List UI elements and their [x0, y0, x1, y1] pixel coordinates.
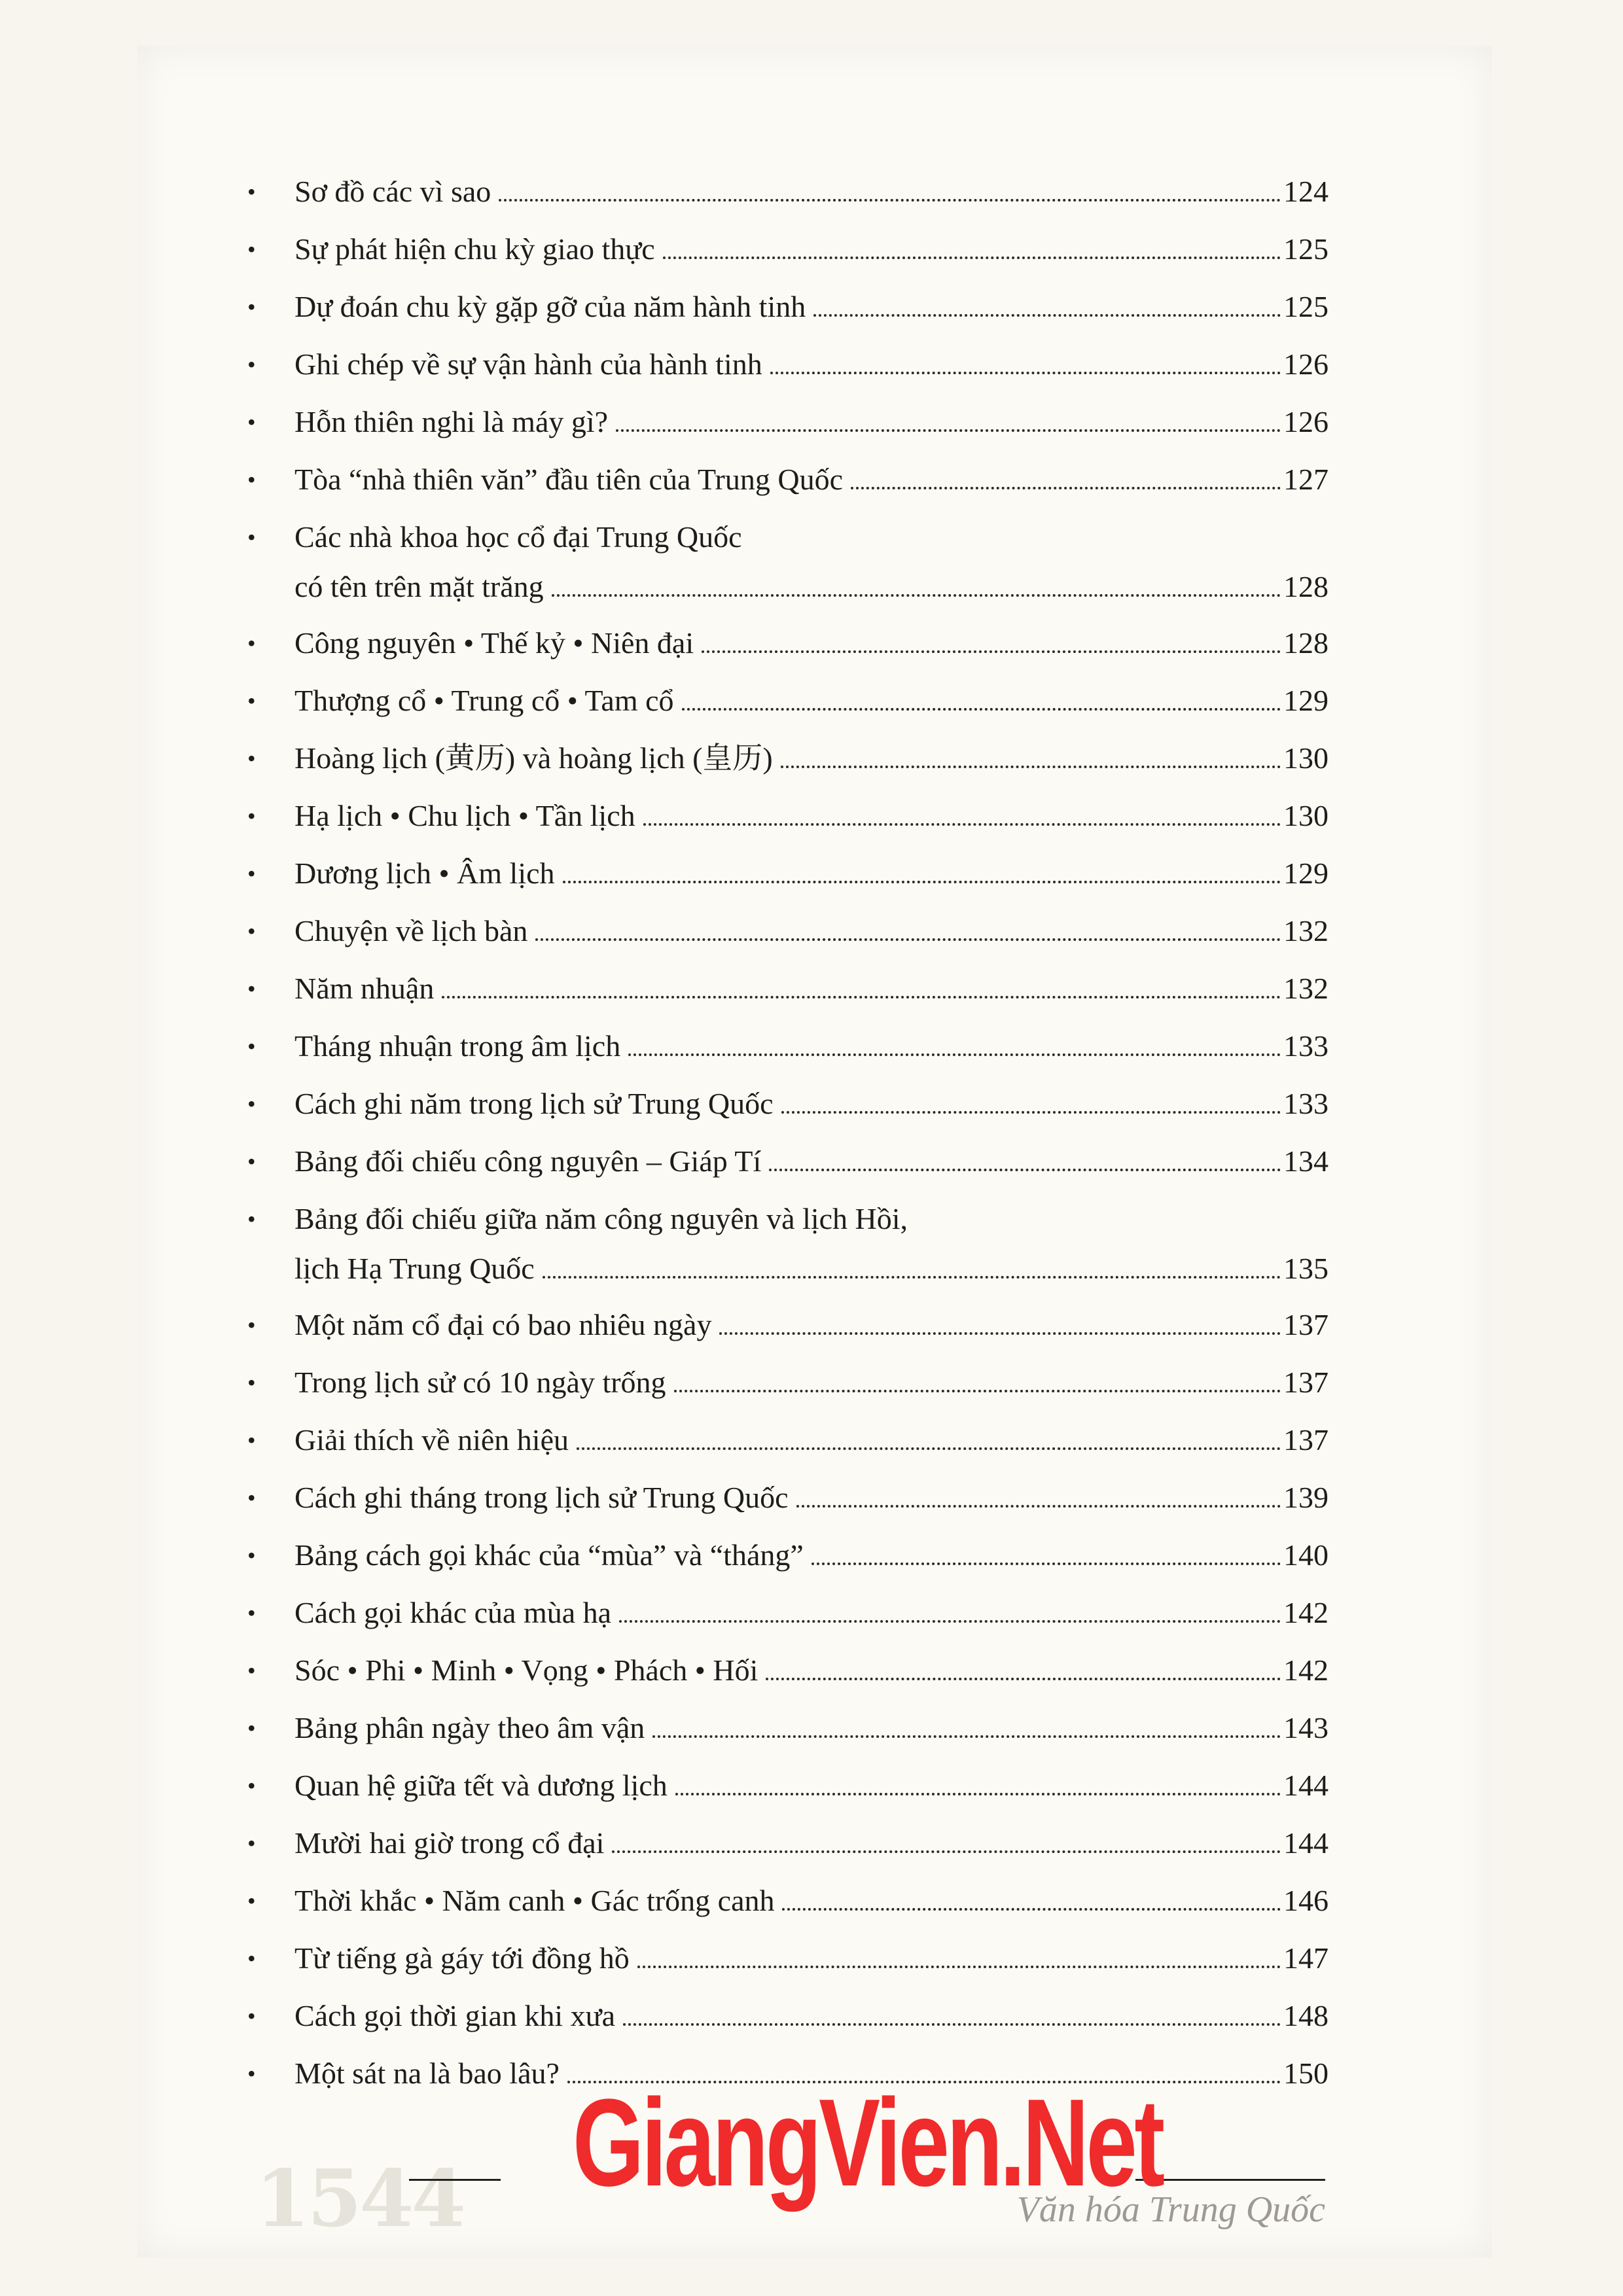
bullet-icon: •: [247, 1148, 256, 1174]
footer-rule-right: [1135, 2179, 1325, 2181]
toc-entry-title: Ghi chép về sự vận hành của hành tinh: [294, 347, 762, 381]
toc-entry-title: Hỗn thiên nghi là máy gì?: [294, 405, 609, 438]
toc-entry: [247, 463, 1329, 522]
toc-entry-title: Dự đoán chu kỳ gặp gỡ của năm hành tinh: [294, 290, 806, 323]
dot-leader: [682, 708, 1281, 711]
page-number: 1544: [255, 2153, 463, 2245]
bullet-icon: •: [247, 976, 256, 1002]
toc-entry: [247, 1202, 1329, 1310]
toc-entry-title: Cách gọi khác của mùa hạ: [294, 1596, 612, 1629]
toc-entry: [247, 520, 1329, 628]
toc-entry-page: 135: [1283, 1252, 1329, 1285]
toc-entry-page: 139: [1283, 1481, 1329, 1514]
toc-entry: [247, 1029, 1329, 1089]
toc-entry-title: Bảng cách gọi khác của “mùa” và “tháng”: [294, 1538, 804, 1572]
dot-leader: [535, 938, 1281, 941]
toc-entry-title: Năm nhuận: [294, 972, 435, 1005]
toc-entry-page: 125: [1283, 290, 1329, 323]
toc-entry-page: 130: [1283, 799, 1329, 832]
dot-leader: [781, 766, 1281, 768]
toc-entry: [247, 1826, 1329, 1886]
bullet-icon: •: [247, 688, 256, 714]
toc-entry-line: [294, 1886, 1329, 1916]
bullet-icon: •: [247, 860, 256, 887]
dot-leader: [782, 1908, 1281, 1911]
toc-entry: [247, 799, 1329, 858]
dot-leader: [781, 1111, 1281, 1114]
toc-entry-title: Trong lịch sử có 10 ngày trống: [294, 1366, 666, 1399]
toc-entry-line: [294, 572, 1329, 603]
toc-entry-line: [294, 1425, 1329, 1456]
toc-entry: [247, 1087, 1329, 1146]
toc-entry-line: [294, 1655, 1329, 1686]
toc-entry-page: 142: [1283, 1653, 1329, 1687]
toc-entry-page: 137: [1283, 1423, 1329, 1457]
toc-entry-title: Chuyện về lịch bàn: [294, 914, 528, 947]
bullet-icon: •: [247, 524, 256, 550]
dot-leader: [770, 372, 1281, 374]
toc-entry-page: 129: [1283, 684, 1329, 717]
toc-entry: [247, 1596, 1329, 1655]
toc-entry-title: Thời khắc • Năm canh • Gác trống canh: [294, 1884, 775, 1917]
toc-entry: [247, 232, 1329, 292]
toc-entry-page: 146: [1283, 1884, 1329, 1917]
footer-book-title: Văn hóa Trung Quốc: [1016, 2189, 1325, 2230]
toc-entry-title: Giải thích về niên hiệu: [294, 1423, 569, 1457]
toc-entry: [247, 684, 1329, 743]
toc-entry-page: 126: [1283, 405, 1329, 438]
bullet-icon: •: [247, 2003, 256, 2029]
toc-entry-line: [294, 686, 1329, 716]
toc-entry-line: [294, 292, 1329, 323]
toc-entry-line: [294, 2001, 1329, 2032]
toc-entry-page: 142: [1283, 1596, 1329, 1629]
toc-entry: [247, 972, 1329, 1031]
bullet-icon: •: [247, 409, 256, 435]
bullet-icon: •: [247, 1888, 256, 1914]
bullet-icon: •: [247, 745, 256, 771]
toc-entry-page: 144: [1283, 1826, 1329, 1860]
bullet-icon: •: [247, 1542, 256, 1568]
dot-leader: [628, 1053, 1281, 1056]
toc-entry-page: 130: [1283, 741, 1329, 775]
toc-entry-line: [294, 349, 1329, 380]
toc-entry-title: Hạ lịch • Chu lịch • Tần lịch: [294, 799, 635, 832]
toc-entry-page: 143: [1283, 1711, 1329, 1744]
dot-leader: [702, 650, 1281, 653]
toc-entry-line: [294, 234, 1329, 265]
bullet-icon: •: [247, 1657, 256, 1684]
toc-entry-line: [294, 1943, 1329, 1974]
toc-entry-title: có tên trên mặt trăng: [294, 570, 544, 603]
dot-leader: [851, 487, 1281, 489]
toc-entry-line: [294, 916, 1329, 947]
toc-entry-page: 137: [1283, 1308, 1329, 1341]
dot-leader: [619, 1620, 1281, 1623]
toc-entry: [247, 914, 1329, 974]
toc-entry-page: 137: [1283, 1366, 1329, 1399]
toc-entry: [247, 1941, 1329, 2001]
toc-entry-page: 128: [1283, 570, 1329, 603]
toc-entry: [247, 1769, 1329, 1828]
toc-entry-page: 125: [1283, 232, 1329, 266]
toc-entry: [247, 1481, 1329, 1540]
toc-entry-page: 140: [1283, 1538, 1329, 1572]
dot-leader: [623, 2023, 1281, 2026]
toc-entry: [247, 1366, 1329, 1425]
bullet-icon: •: [247, 1206, 256, 1232]
toc-entry: [247, 626, 1329, 686]
dot-leader: [643, 823, 1281, 826]
toc-entry-page: 148: [1283, 1999, 1329, 2032]
toc-entry-line: [294, 1483, 1329, 1513]
bullet-icon: •: [247, 294, 256, 320]
dot-leader: [442, 996, 1281, 998]
toc-entry-line: [294, 465, 1329, 495]
toc-entry-page: 129: [1283, 857, 1329, 890]
dot-leader: [612, 1850, 1281, 1853]
bullet-icon: •: [247, 1773, 256, 1799]
toc-entry-title: Bảng phân ngày theo âm vận: [294, 1711, 645, 1744]
dot-leader: [796, 1505, 1281, 1508]
dot-leader: [675, 1793, 1281, 1795]
toc-entry-line: [294, 1031, 1329, 1062]
dot-leader: [813, 314, 1281, 317]
table-of-contents: [247, 175, 1329, 2116]
toc-entry-line: [294, 1146, 1329, 1177]
dot-leader: [499, 199, 1281, 202]
toc-entry-page: 147: [1283, 1941, 1329, 1975]
toc-entry-title: Bảng đối chiếu công nguyên – Giáp Tí: [294, 1144, 762, 1178]
toc-entry-title: Cách ghi tháng trong lịch sử Trung Quốc: [294, 1481, 789, 1514]
dot-leader: [812, 1563, 1281, 1565]
toc-entry-line: [294, 1089, 1329, 1120]
dot-leader: [552, 594, 1281, 597]
bullet-icon: •: [247, 1715, 256, 1741]
bullet-icon: •: [247, 179, 256, 205]
bullet-icon: •: [247, 1427, 256, 1453]
dot-leader: [577, 1447, 1281, 1450]
bullet-icon: •: [247, 1091, 256, 1117]
toc-entry-title: Tòa “nhà thiên văn” đầu tiên của Trung Quốc: [294, 463, 843, 496]
toc-entry-line: [294, 1598, 1329, 1629]
toc-entry-title: Các nhà khoa học cổ đại Trung Quốc: [294, 520, 742, 554]
bullet-icon: •: [247, 1830, 256, 1856]
toc-entry-title: Một sát na là bao lâu?: [294, 2057, 560, 2090]
toc-entry: [247, 1538, 1329, 1598]
toc-entry-title: Sơ đồ các vì sao: [294, 175, 491, 208]
toc-entry-line: [294, 1713, 1329, 1744]
toc-entry: [247, 1711, 1329, 1771]
toc-entry: [247, 1144, 1329, 1204]
toc-entry-page: 128: [1283, 626, 1329, 660]
toc-entry: [247, 1999, 1329, 2058]
toc-entry-page: 133: [1283, 1087, 1329, 1120]
toc-entry-title: Mười hai giờ trong cổ đại: [294, 1826, 605, 1860]
toc-entry-line: [294, 1540, 1329, 1571]
toc-entry-title: Cách gọi thời gian khi xưa: [294, 1999, 616, 2032]
bullet-icon: •: [247, 803, 256, 829]
bullet-icon: •: [247, 1369, 256, 1396]
bullet-icon: •: [247, 467, 256, 493]
watermark-logo: GiangVien.Net: [573, 2074, 1162, 2212]
toc-entry-line: [294, 1368, 1329, 1398]
dot-leader: [652, 1735, 1281, 1738]
toc-entry: [247, 405, 1329, 465]
bullet-icon: •: [247, 918, 256, 944]
toc-entry-title: Cách ghi năm trong lịch sử Trung Quốc: [294, 1087, 774, 1120]
dot-leader: [637, 1966, 1281, 1968]
toc-entry-page: 144: [1283, 1769, 1329, 1802]
toc-entry-line: [294, 522, 1329, 552]
toc-entry-line: [294, 858, 1329, 889]
toc-entry-title: Hoàng lịch (黄历) và hoàng lịch (皇历): [294, 741, 773, 775]
toc-entry-title: Sóc • Phi • Minh • Vọng • Phách • Hối: [294, 1653, 758, 1687]
toc-entry-page: 134: [1283, 1144, 1329, 1178]
bullet-icon: •: [247, 1033, 256, 1059]
toc-entry-line: [294, 974, 1329, 1004]
dot-leader: [563, 881, 1281, 883]
toc-entry-page: 127: [1283, 463, 1329, 496]
dot-leader: [616, 429, 1281, 432]
toc-entry-page: 126: [1283, 347, 1329, 381]
toc-entry: [247, 290, 1329, 349]
toc-entry: [247, 857, 1329, 916]
bullet-icon: •: [247, 1312, 256, 1338]
dot-leader: [543, 1276, 1281, 1279]
toc-entry: [247, 1884, 1329, 1943]
toc-entry-title: Tháng nhuận trong âm lịch: [294, 1029, 621, 1063]
bullet-icon: •: [247, 1945, 256, 1971]
toc-entry-page: 132: [1283, 972, 1329, 1005]
bullet-icon: •: [247, 630, 256, 656]
dot-leader: [766, 1678, 1281, 1680]
toc-entry-page: 150: [1283, 2057, 1329, 2090]
toc-entry: [247, 175, 1329, 234]
toc-entry-title: Một năm cổ đại có bao nhiêu ngày: [294, 1308, 712, 1341]
toc-entry-page: 124: [1283, 175, 1329, 208]
toc-entry: [247, 1308, 1329, 1368]
dot-leader: [769, 1169, 1281, 1171]
toc-entry-line: [294, 177, 1329, 207]
toc-entry-title: Sự phát hiện chu kỳ giao thực: [294, 232, 655, 266]
toc-entry: [247, 1653, 1329, 1713]
toc-entry-title: Quan hệ giữa tết và dương lịch: [294, 1769, 668, 1802]
footer-rule-left: [409, 2179, 501, 2181]
toc-entry-title: Bảng đối chiếu giữa năm công nguyên và lịch Hồi,: [294, 1202, 908, 1235]
bullet-icon: •: [247, 1485, 256, 1511]
dot-leader: [719, 1332, 1281, 1335]
toc-entry-title: lịch Hạ Trung Quốc: [294, 1252, 535, 1285]
toc-entry: [247, 1423, 1329, 1483]
toc-entry-line: [294, 743, 1329, 774]
dot-leader: [663, 256, 1281, 259]
toc-entry-page: 132: [1283, 914, 1329, 947]
toc-entry-line: [294, 1771, 1329, 1801]
toc-entry-title: Từ tiếng gà gáy tới đồng hồ: [294, 1941, 630, 1975]
toc-entry-line: [294, 801, 1329, 832]
toc-entry-line: [294, 1310, 1329, 1341]
bullet-icon: •: [247, 2060, 256, 2087]
toc-entry-title: Công nguyên • Thế kỷ • Niên đại: [294, 626, 694, 660]
dot-leader: [674, 1390, 1281, 1392]
bullet-icon: •: [247, 236, 256, 262]
toc-entry-title: Dương lịch • Âm lịch: [294, 857, 555, 890]
bullet-icon: •: [247, 1600, 256, 1626]
toc-entry-line: [294, 1828, 1329, 1859]
toc-entry: [247, 741, 1329, 801]
bullet-icon: •: [247, 351, 256, 378]
toc-entry-line: [294, 1204, 1329, 1234]
toc-entry-title: Thượng cổ • Trung cổ • Tam cổ: [294, 684, 674, 717]
toc-entry-line: [294, 628, 1329, 659]
toc-entry-line: [294, 407, 1329, 438]
toc-entry-line: [294, 1254, 1329, 1284]
toc-entry-page: 133: [1283, 1029, 1329, 1063]
toc-entry: [247, 347, 1329, 407]
